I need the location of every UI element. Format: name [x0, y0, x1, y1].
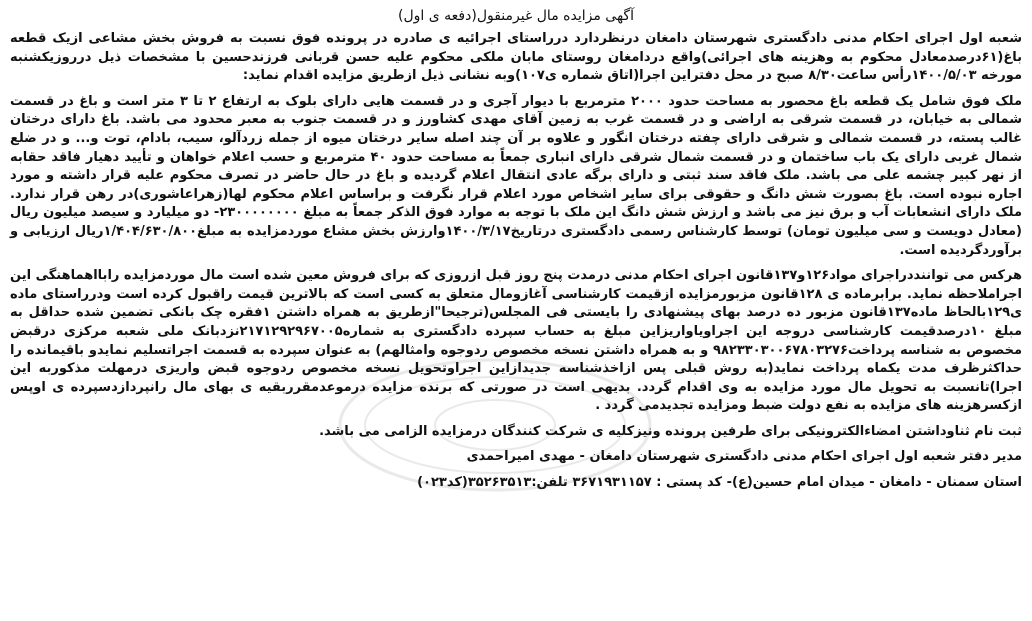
bidding-terms-paragraph: هرکس می تواننددراجرای مواد۱۲۶و۱۳۷قانون اجرای احکام مدنی درمدت پنج روز قبل ازروزی که برای فروش معین شده است مال موردمزایده رابااهماهنگی این اجراملاحظه نماید. برابرماده ی ۱۲۸قانون مزبورمزایده ازقیمت کارشناسی آغازومال متعلق به کسی است که بالاترین قیمت راقبول کرده است ودرراستای ماده ی۱۲۹بالحاظ ماده۱۳۷قانون مزبور ده درصد بهای پیشنهادی را بایستی فی المجلس(ترجیحا"ازطریق به همراه داشتن ۱فقره چک بانکی تضمین شده حداقل به مبلغ ۱۰درصدقیمت کارشناسی دروجه این اجراویاواریزاین مبلغ به حساب سپرده دادگستری به شماره۲۱۷۱۲۹۲۹۶۷۰۰۵نزدبانک ملی شعبه مرکزی درقبض مخصوص به شناسه پرداخت۹۸۲۳۳۰۳۰۰۶۷۸۰۳۲۷۶ و به همراه داشتن نسخه مخصوص ردوجوه وامثالهم) به عنوان سپرده به قسمت اجراتسلیم نمایدو باقیمانده را حداکثرظرف مدت یکماه پرداخت نماید(به روش قبلی پس ازاخذشناسه جدیدازاین اجراوتحویل نسخه مخصوص ردوجوه قبض واریزی درمهلت مذکوربه این اجرا)تانسبت به تحویل مال مورد مزایده به وی اقدام گردد. بدیهی است در صورتی که برنده مزایده درموعدمقرربقیه ی بهای مال رانپردازدسپرده ی اوپس ازکسرهزینه های مزایده به نفع دولت ضبط ومزایده تجدیدمی گردد . — [10, 268, 1023, 414]
signature-line: مدیر دفتر شعبه اول اجرای احکام مدنی دادگستری شهرستان دامغان - مهدی امیراحمدی — [466, 449, 1022, 465]
registration-requirement-paragraph: ثبت نام ثناوداشتن امضاءالکترونیکی برای طرفین پرونده ونیزکلیه ی شرکت کنندگان درمزایده الزامی می باشد. — [319, 423, 1022, 439]
property-description-paragraph: ملک فوق شامل یک قطعه باغ محصور به مساحت حدود ۲۰۰۰ مترمربع با دیوار آجری و در قسمت هایی دارای بلوک به ارتفاع ۲ تا ۳ متر است و باغ در قسمت شمالی به خیابان، در قسمت شرقی به اراضی و در قسمت غرب به زمین آقای مهدی کشاورز و در قسمت جنوب به معبر محدود می باشد. باغ دارای درختان غالب پسته، در قسمت شمالی و شرقی دارای چفته درختان انگور و علاوه بر آن چند اصله سایر درختان میوه از جمله زردآلو، سیب، بادام، توت و... و در ضلع شمال غربی دارای یک باب ساختمان و در قسمت شمال شرقی دارای انباری جمعاً به مساحت حدود ۴۰ مترمربع و حسب اعلام خواهان و تأیید دهیار فاقد حقابه از نهر کبیر چشمه علی می باشد. ملک فاقد سند ثبتی و دارای برگه عادی انتقال اعلام گردیده و باغ در حال حاضر در تصرف محکوم علیه قرار داشته و مورد اجاره نبوده است. باغ بصورت شش دانگ و حقوقی برای سایر اشخاص مورد اعلام قرار نگرفت و براساس اعلام محکوم لها(زهراعاشوری)در رهن قرار ندارد. ملک دارای انشعابات آب و برق نیز می باشد و ارزش شش دانگ این ملک با توجه به موارد فوق الذکر جمعاً به مبلغ ۲۳۰۰۰۰۰۰۰۰- دو میلیارد و سیصد میلیون ریال (معادل دویست و سی میلیون تومان) توسط کارشناس رسمی دادگستری درتاریخ۱۴۰۰/۳/۱۷وارزش بخش مشاع موردمزایده به مبلغ۱/۴۰۴/۶۳۰/۸۰۰ریال ارزیابی و برآوردگردیده است. — [10, 93, 1022, 258]
auction-notice-document — [10, 6, 1022, 617]
notice-title: آگهی مزایده مال غیرمنقول(دفعه ی اول) — [398, 8, 634, 24]
intro-paragraph: شعبه اول اجرای احکام مدنی دادگستری شهرستان دامغان درنظردارد درراستای اجرائیه ی صادره در پرونده فوق نسبت به فروش بخش مشاعی ازیک قطعه باغ(۶۱درصدمعادل محکوم به وهزینه های اجرائی)واقع دردامغان روستای مابان ملکی محکوم علیه حسن قربانی فرزندحسین با مشخصات ذیل درروزیکشنبه مورخه ۱۴۰۰/۵/۰۳رأس ساعت۸/۳۰ صبح در محل دفتراین اجرا(اتاق شماره ی۱۰۷)وبه نشانی ذیل ازطریق مزایده اقدام نماید: — [10, 31, 1022, 84]
address-line: استان سمنان - دامغان - میدان امام حسین(ع)- کد پستی : ۳۶۷۱۹۳۱۱۵۷ تلفن:۳۵۲۶۳۵۱۳(کد۰۲۳) — [417, 475, 1022, 491]
